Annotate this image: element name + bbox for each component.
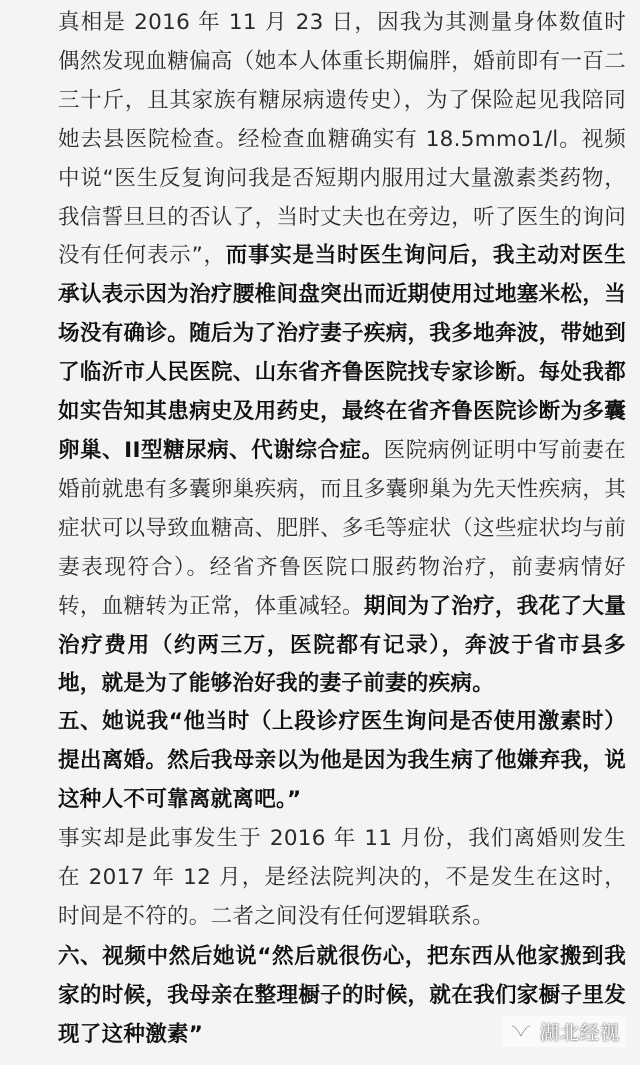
section-five-heading: 五、她说我“他当时（上段诊疗医生询问是否使用激素时）提出离婚。然后我母亲以为他是因为我生病了他嫌弃我，说这种人不可靠离就离吧。”	[58, 709, 626, 812]
wechat-channel-icon	[508, 1019, 534, 1045]
paragraph-1-sentence-3: 医院病例证明中写前妻在婚前就患有多囊卵巢疾病，而且多囊卵巢为先天性疾病，其症状可以导致血糖高、肥胖、多毛等症状（这些症状均与前妻表现符合）。经省齐鲁医院口服药物治疗，前妻病情好转，血糖转为正常，体重减轻。	[58, 437, 626, 619]
paragraph-1-bold-cost: 期间为了治疗，我花了大量治疗费用（约两三万，医院都有记录），奔波于省市县多地，就是为了能够治好我的妻子前妻的疾病。	[58, 593, 626, 697]
paragraph-1-bold-fact: 而事实是当时医生询问后，我主动对医生承认表示因为治疗腰椎间盘突出而近期使用过地塞米松，当场没有确诊。随后为了治疗妻子疾病，我多地奔波，带她到了临沂市人民医院、山东省齐鲁医院找专家诊断。每处我都如实告知其患病史及用药史，最终在省齐鲁医院诊断为多囊卵巢、II型糖尿病、代谢综合症。	[58, 243, 626, 463]
section-six-heading: 六、视频中然后她说“然后就很伤心，把东西从他家搬到我家的时候，我母亲在整理橱子的时候，就在我们家橱子里发现了这种激素”	[58, 944, 626, 1047]
watermark	[502, 1016, 626, 1047]
paragraph-1	[14, 4, 626, 704]
paragraph-1-sentence-1: 真相是 2016 年 11 月 23 日，因我为其测量身体数值时偶然发现血糖偏高（她本人体重长期偏胖，婚前即有一百二三十斤，且其家族有糖尿病遗传史），为了保险起见我陪同她去县医院检查。经检查血糖确实有 18.5mmo1/l。视频中说“医生反复询问我是否短期内服用过大量激素类药物，我信誓旦旦的否认了，当时丈夫也在旁边，听了医生的询问没有任何表示”，	[58, 10, 626, 269]
watermark-text: 湖北经视	[539, 1022, 620, 1044]
paragraph-3: 事实却是此事发生于 2016 年 11 月份，我们离婚则发生在 2017 年 12 月，是经法院判决的，不是发生在这时，时间是不符的。二者之间没有任何逻辑联系。	[58, 826, 626, 929]
